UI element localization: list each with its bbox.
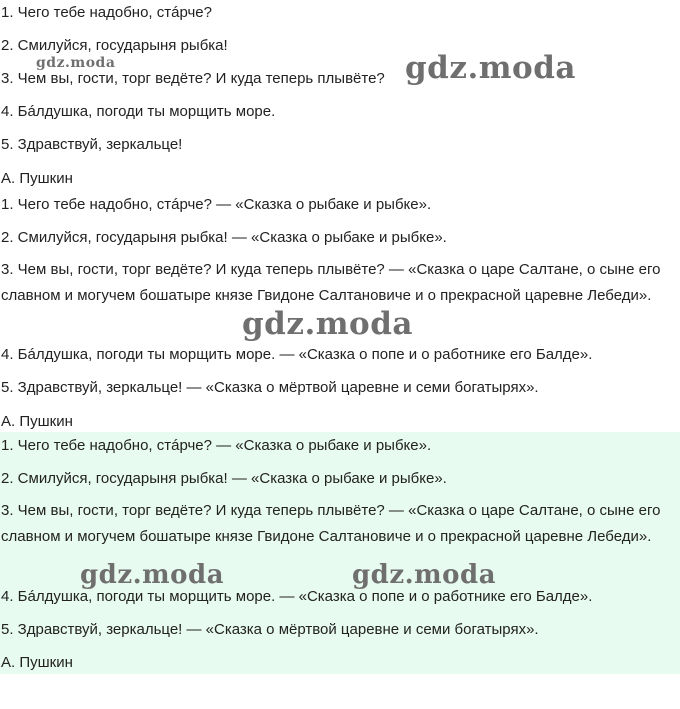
answer-5: 5. Здравствуй, зеркальце! — «Сказка о мёртвой царевне и семи богатырях». [1, 621, 539, 638]
answer-2: 2. Смилуйся, государыня рыбка! — «Сказка о рыбаке и рыбке». [1, 229, 447, 246]
watermark-logo: gdz.moda [352, 560, 497, 590]
watermark-logo: gdz.moda [36, 55, 116, 71]
watermark-logo: gdz.moda [405, 50, 576, 86]
answer-3: 3. Чем вы, гости, торг ведёте? И куда теперь плывёте? — «Сказка о царе Салтане, о сыне его славном и могучем бошатыре князе Гвидоне Салтановиче и о прекрасной царевне Лебеди». [1, 502, 661, 545]
answer-3: 3. Чем вы, гости, торг ведёте? И куда теперь плывёте? — «Сказка о царе Салтане, о сыне его славном и могучем бошатыре князе Гвидоне Салтановиче и о прекрасной царевне Лебеди». [1, 261, 661, 304]
quote-5: 5. Здравствуй, зеркальце! [1, 136, 183, 153]
answer-4: 4. Бáлдушка, погоди ты морщить море. — «Сказка о попе и о работнике его Балде». [1, 588, 593, 605]
quote-1: 1. Чего тебе надобно, стáрче? [1, 4, 212, 21]
watermark-logo: gdz.moda [80, 560, 225, 590]
answer-4: 4. Бáлдушка, погоди ты морщить море. — «Сказка о попе и о работнике его Балде». [1, 346, 593, 363]
answer-1: 1. Чего тебе надобно, стáрче? — «Сказка о рыбаке и рыбке». [1, 196, 432, 213]
quotes-list-highlighted [0, 432, 680, 674]
watermark-logo: gdz.moda [242, 306, 413, 342]
author: А. Пушкин [1, 413, 73, 430]
quote-2: 2. Смилуйся, государыня рыбка! [1, 37, 228, 54]
answer-1: 1. Чего тебе надобно, стáрче? — «Сказка о рыбаке и рыбке». [1, 437, 432, 454]
author: А. Пушкин [1, 170, 73, 187]
quote-3: 3. Чем вы, гости, торг ведёте? И куда теперь плывёте? [1, 70, 385, 87]
answer-2: 2. Смилуйся, государыня рыбка! — «Сказка о рыбаке и рыбке». [1, 470, 447, 487]
answer-5: 5. Здравствуй, зеркальце! — «Сказка о мёртвой царевне и семи богатырях». [1, 379, 539, 396]
author: А. Пушкин [1, 654, 73, 671]
quote-4: 4. Бáлдушка, погоди ты морщить море. [1, 103, 276, 120]
